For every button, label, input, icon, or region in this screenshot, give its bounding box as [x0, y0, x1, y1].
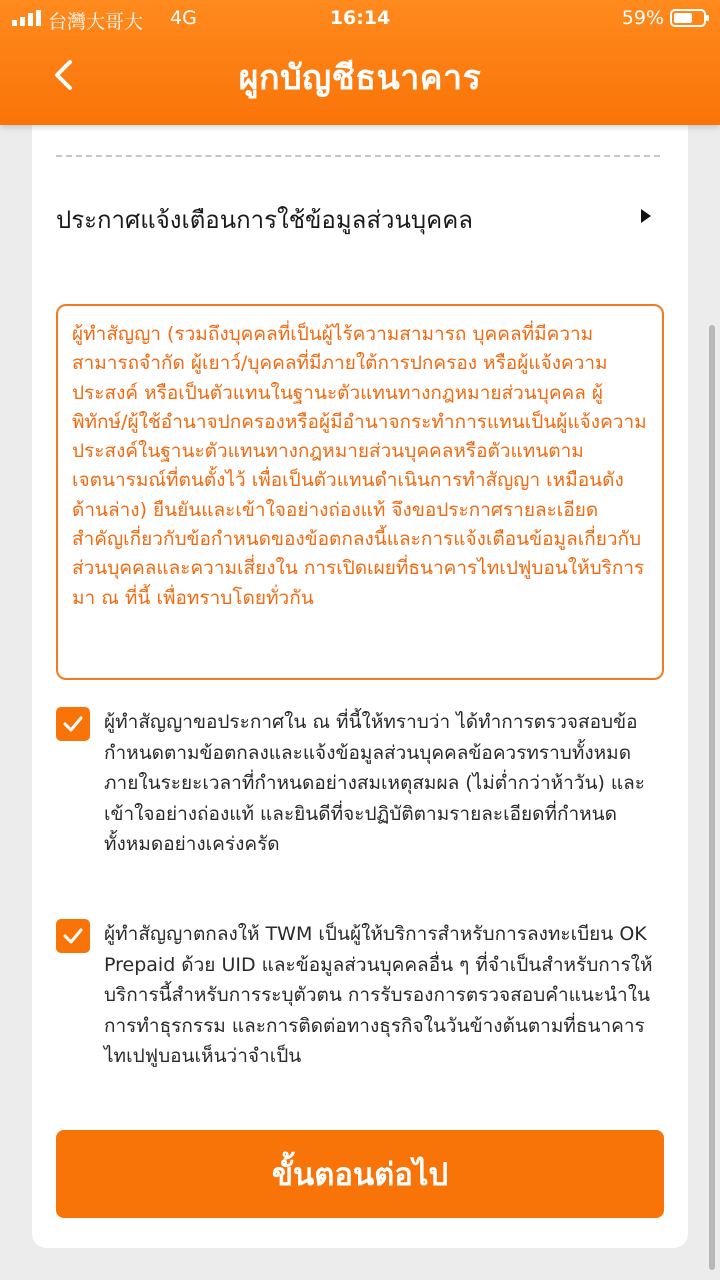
- check-icon: [62, 927, 84, 945]
- privacy-notice-label: ประกาศแจ้งเตือนการใช้ข้อมูลส่วนบุคคล: [56, 206, 473, 234]
- privacy-notice-row[interactable]: [56, 196, 660, 240]
- battery-icon: [670, 9, 710, 27]
- play-right-icon: [640, 208, 652, 224]
- disclaimer-text: ผู้ทำสัญญา (รวมถึงบุคคลที่เป็นผู้ไร้ความสามารถ บุคคลที่มีความสามารถจำกัด ผู้เยาว์/บุคคลที่มีภายใต้การปกครอง หรือผู้แจ้งความประสงค์ หรือเป็นตัวแทนในฐานะตัวแทนทางกฎหมายส่วนบุคคล ผู้พิทักษ์/ผู้ใช้อำนาจปกครองหรือผู้มีอำนาจกระทำการแทนเป็นผู้แจ้งความประสงค์ในฐานะตัวแทนทางกฎหมายส่วนบุคคลหรือตัวแทนตามเจตนารมณ์ที่ตนตั้งไว้ เพื่อเป็นตัวแทนดำเนินการทำสัญญา เหมือนดังด้านล่าง) ยืนยันและเข้าใจอย่างถ่องแท้ จึงขอประกาศรายละเอียดสำคัญเกี่ยวกับข้อกำหนดของข้อตกลงนี้และการแจ้งเตือนข้อมูลเกี่ยวกับส่วนบุคคลและความเสี่ยงใน การเปิดเผยที่ธนาคารไทเปฟูบอนให้บริการมา ณ ที่นี้ เพื่อทราบโดยทั่วกัน: [72, 323, 647, 609]
- checkbox-checked[interactable]: [56, 919, 90, 953]
- consent-text-2: ผู้ทำสัญญาตกลงให้ TWM เป็นผู้ให้บริการสำหรับการลงทะเบียน OK Prepaid ด้วย UID และข้อมูลส่วนบุคคลอื่น ๆ ที่จำเป็นสำหรับการให้บริการนี้สำหรับการระบุตัวตน การรับรองการตรวจสอบคำแนะนำในการทำธุรกรรม และการติดต่อทางธุรกิจในวันข้างต้นตามที่ธนาคารไทเปฟูบอนเห็นว่าจำเป็น: [104, 923, 653, 1067]
- battery-percent: 59%: [621, 7, 664, 29]
- consent-checkbox-row-1[interactable]: [56, 707, 664, 887]
- clock: 16:14: [329, 7, 391, 29]
- status-bar: [0, 0, 720, 36]
- divider: [56, 155, 660, 157]
- page-title: ผูกบัญชีธนาคาร: [238, 58, 482, 98]
- checkbox-checked[interactable]: [56, 707, 90, 741]
- consent-checkbox-row-2[interactable]: [56, 919, 664, 1099]
- header: [0, 0, 720, 125]
- network-type: 4G: [170, 7, 197, 29]
- carrier-name: 台灣大哥大: [48, 11, 144, 33]
- next-step-button[interactable]: ขั้นตอนต่อไป: [56, 1130, 664, 1218]
- consent-text-1: ผู้ทำสัญญาขอประกาศใน ณ ที่นี้ให้ทราบว่า ได้ทำการตรวจสอบข้อกำหนดตามข้อตกลงและแจ้งข้อมูลส่วนบุคคลข้อควรทราบทั้งหมดภายในระยะเวลาที่กำหนดอย่างสมเหตุสมผล (ไม่ต่ำกว่าห้าวัน) และเข้าใจอย่างถ่องแท้ และยินดีที่จะปฏิบัติตามรายละเอียดที่กำหนดทั้งหมดอย่างเคร่งครัด: [104, 711, 646, 855]
- disclaimer-box: [56, 304, 664, 680]
- check-icon: [62, 715, 84, 733]
- scrollbar[interactable]: [709, 325, 715, 1270]
